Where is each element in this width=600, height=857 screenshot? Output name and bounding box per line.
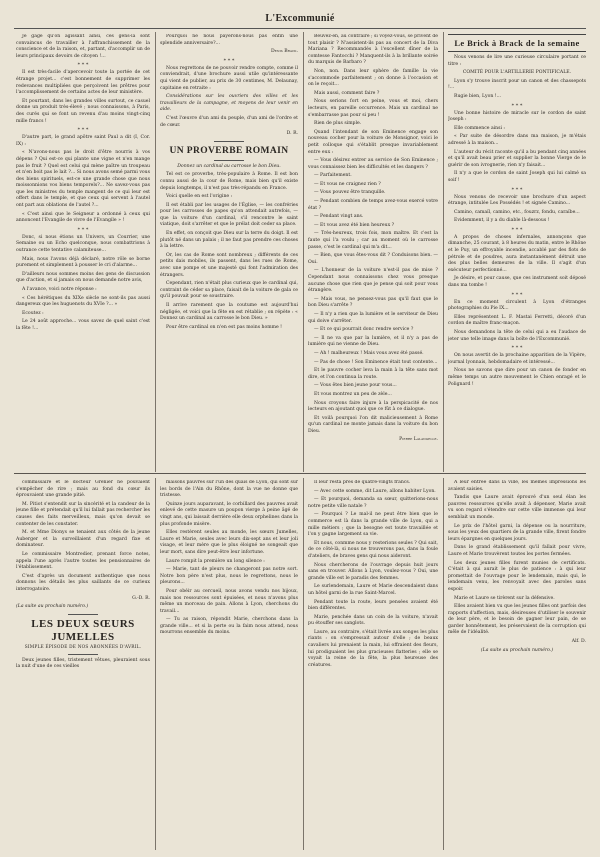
paragraph: — Et pourquoi, demanda sa sœur, quitterions-nous notre petite ville natale ? — [308, 497, 438, 509]
paragraph: Considérations sur les ouvriers des villes et les travailleurs de la campagne, et moyens de leur venir en aide. — [160, 94, 298, 113]
paragraph: Lyon s'y trouve inscrit pour un canon et des chassepots !... — [448, 78, 586, 91]
paragraph: Nous venons de recevoir une brochure d'un aspect étrange, intitulée Les Possédés ! et signée Camino... — [448, 194, 586, 207]
paragraph: A leur entrée dans la ville, les mêmes impressions les avaient saisies. — [448, 480, 586, 492]
paragraph: — Mais vous, ne pensez-vous pas qu'il faut que le bon Dieu s'arrête ? — [308, 296, 438, 309]
paragraph: — Vous pouvez être tranquille. — [314, 190, 386, 196]
paragraph: — Marie, tant de pleurs ne changeront pas notre sort. Notre bon père n'est plus, nous le regrettons, nous le pleurons... — [160, 567, 298, 586]
paragraph: Nous croyons faire injure à la perspicacité de nos lecteurs en ajoutant quoi que ce fût à ce dialogue. — [308, 400, 438, 413]
paragraph: Nous demandons la tête de celui qui a eu l'audace de jeter une telle image dans la boîte de l'Excommunié. — [448, 330, 586, 342]
paragraph: Il est établi par les usages de l'Église, — les confréries pour les carrosses de papes qu'on attendait autrefois, — que la voiture d'un cardinal, s'il rencontre le saint viatique, doit s'arrêter et que le prélat doit ceder sa place. — [160, 202, 298, 228]
paragraph: Pourquoi ne nous payerons-nous pas enfin une splendide anniversaire?... — [160, 34, 298, 46]
separator-asterisk: * * * — [511, 102, 523, 109]
paragraph: — Et ce qui pourrait donc rendre service ? — [314, 327, 414, 333]
column-3 — [308, 34, 438, 470]
paragraph: Marie, penchée dans un coin de la voiture, n'avait pu étouffer ses sanglots. — [308, 614, 438, 627]
paragraph: Je désire, et pour cause, que ces instrument soit déposé dans ma tombe ! — [448, 276, 586, 289]
paragraph: L'auteur du récit raconte qu'il a bu pendant cinq années et qu'il avait beau prier et supplier la bonne Vierge de le guérir de son ivrognerie, rien n'y faisait... — [448, 149, 586, 168]
feuilleton-column-3 — [308, 480, 438, 848]
paragraph: Les deux jeunes filles furent munies de certificats. C'était à qui aurait le plus de patience : à qui leur promettait de l'ouvrage pour le lendemain, mais qui, le lendemain venu, les renvoyait avec des paroles sans espoir. — [448, 560, 586, 592]
column-2 — [160, 34, 298, 470]
column-rule — [443, 478, 444, 850]
paragraph: — Vous êtes bien jeune pour vous... — [314, 383, 397, 389]
separator-asterisk: * * * — [77, 62, 89, 69]
paragraph: Camino, camaïl, camino, etc., fouzrz, fondu, caraïbe... — [454, 209, 580, 215]
paragraph: Deux jeunes filles, tristement vêtues, pleuraient sous la nuit d'une de ces vieilles — [16, 657, 150, 670]
paragraph: Il est très-facile d'apercevoir toute la portée de cet étrange projet... c'est bonnement de supprimer les redevances multipliées que perçoivent les prêtres pour l'accomplissement de certains actes de leur ministère. — [16, 70, 150, 96]
separator-asterisk: * * * — [77, 127, 89, 134]
paragraph: commissaire et le docteur Grenier ne pouvaient s'empêcher de rire ; mais au fond du cœur ils éprouvaient une grande pitié. — [16, 480, 150, 499]
paragraph: — Il ne va que par la lumière, et il n'y a pas de lumière qui ne vienne de Dieu. — [308, 335, 438, 348]
paragraph: — Avec cette somme, dit Laure, allons habiter Lyon. — [314, 488, 436, 494]
signature: Pierre Lalangelle. — [399, 437, 438, 443]
column-rule — [155, 478, 156, 850]
paragraph: Mais aussi, comment faire ? — [314, 90, 380, 96]
paragraph: Tandis que Laure avait éprouvé d'un seul élan les pauvres ressources qu'elle avait à dépenser, Marie avait vu son regard s'étendre sur cette ville immense qui leur semblait un monde. — [448, 495, 586, 520]
feuilleton-rule — [14, 473, 586, 474]
paragraph: Mais, nous l'avons déjà déclaré, notre rôle se borne purement et simplement à pousser le cri d'alarme... — [16, 256, 150, 269]
paragraph: Marie et Laure se tirèrent sur la défensive. — [454, 595, 555, 601]
paragraph: Nous regrettons de ne pouvoir rendre compte, comme il conviendrait, d'une brochure aussi utile qu'intéressante qui vient de publier, au prix de 30 centimes, M. Delaunay, capitaine en retraite : — [160, 65, 298, 91]
paragraph: C'est l'œuvre d'un ami du peuple, d'un ami de l'ordre et de cœur. — [160, 115, 298, 128]
paragraph: Il n'y a que le cordon de saint Joseph qui lui calmé sa soif ! — [448, 171, 586, 183]
paragraph: Je gage qu'on agissant ainsi, ces gens-là sont convaincus de travailler à l'affranchissement de la conscience et de la raison, et, partant, d'accomplir un de leurs principaux devoirs de citoyen !... — [16, 34, 150, 59]
paragraph: Pour obéir au cercueil, nous avons vendu nos bijoux, mais nos ressources sont épuisées, et nous n'avons plus même un morceau de pain. Allons à Lyon, cherchons du travail... — [160, 588, 298, 614]
story-title: LES DEUX SŒURS JUMELLES — [31, 617, 135, 643]
paragraph: Le commissaire Montredier, prenant force notes, appela l'une après l'autre toutes les pensionnaires de l'établissement. — [16, 551, 150, 571]
paragraph: Il arrive rarement que la coutume est aujourd'hui négligée, et voici que la fête en est rétablie ; on répète : « Donnez un cardinal au carrosse le bon Dieu. » — [160, 303, 298, 322]
paragraph: — Et vous avez été bien heureux ? — [314, 222, 395, 228]
paragraph: Quinze jours auparavant, le corbillard des pauvres avait enlevé de cette masure un poupon vierge à peine âgé de vingt ans, qui laissait derrière elle deux orphelines dans la plus profonde misère. — [160, 501, 298, 527]
divider — [68, 614, 98, 615]
paragraph: Il leur resta près de quatre-vingts francs. — [314, 480, 411, 485]
paragraph: — Pourquoi ? Le mal-il ne peut être bien que le commerce est là dans la grande ville de Lyon, qui a mille métiers ; que la besogne est toute travaillée et l'on y gagne largement sa vie. — [308, 512, 438, 538]
divider — [214, 160, 244, 161]
paragraph: Et voilà pourquoi l'on dit malicieusement à Rome qu'un cardinal ne monte jamais dans la voiture du bon Dieu. — [308, 415, 438, 434]
paragraph: Non, non. Dans leur sphère de famille la vie s'accommode parfaitement ; on donne à l'occasion et on le reçoit... — [308, 68, 438, 88]
masthead — [14, 6, 586, 29]
paragraph: C'est d'après un document authentique que nous donnons les détails les plus saillants de ce curieux interrogatoire. — [16, 573, 150, 592]
article-title: UN PROVERBE ROMAIN — [169, 145, 289, 156]
paragraph: — Pendant vingt ans. — [314, 214, 364, 220]
paragraph: Et vous montrez un peu de zèle... — [314, 391, 392, 397]
continuation-note: (La suite au prochain numéro.) — [16, 604, 89, 610]
section-title-box — [448, 34, 586, 52]
paragraph: On nous avertit de la prochaine apparition de la Vipère, journal lyonnais, hebdomadaire et intéressé... — [448, 353, 586, 365]
paragraph: maisons pauvres sur l'un des quais de Lyon, qui sont sur les bords de l'Ain du Rhône, dont la vue ne donne que tristesse. — [160, 480, 298, 499]
column-rule — [303, 478, 304, 850]
paragraph: — Tu as raison, répondit Marie, cherchons dans la grande ville... et si la perte ou la faim nous attend, nous mourrons ensemble du moins. — [160, 617, 298, 636]
separator-asterisk: * * * — [511, 291, 523, 298]
story-subtitle: SIMPLE ÉPISODE DE NOS ABONNÉES D'AVRIL. — [24, 644, 142, 650]
feuilleton-column-4 — [448, 480, 586, 848]
paragraph: Voici quelle en est l'origine : — [166, 194, 233, 200]
paragraph: Et pourtant, dans les grandes villes surtout, ce casuel donne un produit très-élevé ; nous connaissons, à Paris, des curés qui se font un revenu d'au moins vingt-cinq mille francs ! — [16, 98, 150, 124]
divider — [68, 654, 98, 655]
paragraph: Donc, si nous étions un Univers, un Courrier, une Semaine ou un Echo quelconque, nous combattrions à outrance cette tentative calamiteuse... — [16, 234, 150, 254]
paragraph: En ce moment circulent à Lyon d'étranges photographies du Pie IX... — [448, 299, 586, 312]
divider — [214, 141, 244, 142]
paragraph: M. et Mme Dionys se tenaient aux côtés de la jeune Auberger et la surveillaient d'un regard fixe et dominateur. — [16, 530, 150, 549]
continuation-note: (La suite au prochain numéro.) — [480, 647, 554, 653]
separator-asterisk: * * * — [77, 226, 89, 233]
paragraph: Cependant, rien n'était plus curieux que le cardinal qui, contraint de céder sa place, faisait de la voiture de gala ce qu'il pouvait pour se soustraire. — [160, 281, 298, 300]
paragraph: Tel est ce proverbe, très-populaire à Rome. Il est bon connu aussi de la cour de Rome, mais bien qu'il existe depuis longtemps, il n'est pas très-répandu en France. — [160, 172, 298, 191]
section-title: Le Brick à Brack de la semaine — [454, 38, 580, 48]
paragraph: « N'avons-nous pas le droit d'être nourris à vos dépens ? Qui est-ce qui plante une vigne et n'en mange pas le fruit ? Quel est celui qui mène paître un troupeau et n'en boit pas le lait ?... Si nous avons semé parmi vous des biens spirituels, est-ce une grande chose que nous moissonnions vos biens temporels?... Ne savez-vous pas que les ministres du temple mangent de ce qui leur est offert dans le temple, et que ceux qui servent à l'autel ont part aux oblations de l'autel ?... — [16, 150, 150, 209]
paragraph: — Pendant combien de temps avez-vous exercé votre état ? — [308, 199, 438, 211]
paragraph: A l'avance, voici notre réponse : — [22, 287, 97, 292]
separator-asterisk: * * * — [511, 186, 523, 193]
paragraph: Elles avaient bien vu que les jeunes filles ont parfois des rapports d'affection, mais, désireuses d'utiliser le souvenir de leur père, et le besoin de gagner leur pain, de se garder honnêtement, les préservaient de la corruption qui mêle de l'idéalité. — [448, 604, 586, 636]
paragraph: Rugie bien, Lyon !... — [454, 93, 501, 99]
paragraph: Nous ne savons que dire pour un canon de fonder en même temps un autre mouvement le Chien enragé et le Polignard ! — [448, 368, 586, 387]
feuilleton-column-2 — [160, 480, 298, 848]
paragraph: — Et vous ne craignez rien ? — [314, 181, 381, 187]
newspaper-title: L'Excommunié — [265, 13, 335, 24]
paragraph: Une bonne histoire de miracle sur le cordon de saint Joseph : — [448, 110, 586, 123]
signature: G.-D. R. — [132, 595, 150, 601]
separator-asterisk: * * * — [511, 345, 523, 352]
paragraph: — Vous désirez entrer au service de Son Eminence ; vous connaissez bien les difficultés et les dangers ? — [308, 158, 438, 170]
column-4 — [448, 34, 586, 470]
paragraph: Le prix de l'hôtel garni, la dépense ou la nourriture, sous les yeux des quartiers de la grande ville, firent fondre leurs épargnes en quelques jours. — [448, 523, 586, 542]
signature: Denis Brack. — [271, 49, 298, 55]
separator-asterisk: * * * — [511, 226, 523, 233]
paragraph: — Ah ! malheureux ! Mais vous avez été passé. — [314, 350, 424, 356]
separator-asterisk: * * * — [223, 57, 235, 64]
paragraph: Dans le grand établissement qu'il fallait pour vivre, Laure et Marie trouvèrent toutes les portes fermées. — [448, 545, 586, 557]
paragraph: Laure, au contraire, s'était livrée aux songes les plus riants : on s'empressait autour d'elle ; de beaux cavaliers lui prenaient la main, lui offraient des fleurs, lui prodiguaient les plus gracieuses flatteries ; elle se voyait la reine de la fête, la plus heureuse des créatures. — [308, 629, 438, 668]
paragraph: « C'est ainsi que le Seigneur a ordonné à ceux qui annoncent l'Evangile de vivre de l'Evangile » ! — [16, 211, 150, 224]
paragraph: M. Pitiot s'entendit sur la sincérité et la candeur de la jeune fille et prétendait qu'il lui fallait pas rechercher les causes des faits merveilleux, mais qu'on devait se contenter de les constater. — [16, 501, 150, 527]
signature: Alf. D. — [571, 639, 586, 645]
paragraph: — Pas de chose ! Son Eminence était tout contente... — [314, 359, 438, 365]
paragraph: Et le pauvre cocher leva la main à la tête sans mot dire, et l'on continua la route. — [308, 368, 438, 380]
column-1 — [16, 34, 150, 470]
feuilleton-column-1 — [16, 480, 150, 848]
column-rule — [443, 32, 444, 472]
paragraph: Nous chercherons de l'ouvrage depuis huit jours sans en trouver. Allons à Lyon, voulez-vous ? Oui, une grande ville est le paradis des femmes. — [308, 562, 438, 581]
paragraph: D'ailleurs nous sommes moins des gens de discussion que d'action, et si jamais on nous demande notre avis, — [16, 271, 150, 284]
paragraph: Pendant toute la route, leurs pensées avaient été bien différentes. — [308, 599, 438, 612]
paragraph: Elles représentent L. F. Mastai Ferretti, décoré d'un cordon de maître franc-maçon. — [448, 314, 586, 327]
paragraph: COMITÉ POUR L'ARTILLERIE PONTIFICALE. — [462, 70, 572, 76]
paragraph: Evidemment, il y a du diable là-dessous ! — [454, 218, 550, 224]
paragraph: D'autre part, le grand apôtre saint Paul a dit (I, Cor. IX) : — [16, 135, 150, 147]
signature: D. R. — [286, 131, 298, 137]
paragraph: Elles restèrent seules au monde, les sœurs Jumelles, Laure et Marie, seules avec leurs dix-sept ans et leur joli visage, et leur mère que le plus éloigné ne songeait que leur mort, sans dire peut-être leur infortune. — [160, 530, 298, 555]
column-rule — [155, 32, 156, 472]
paragraph: Or, les cas de Rome sont nombreux ; différents de ces petits dais mobiles, ils passent, dans les rues de Rome, avec une pompe et une majesté qui font l'admiration des étrangers. — [160, 252, 298, 278]
paragraph: Et nous, conmme nous y resterions seules ? Qui sait, de ce côté-là, si nous ne trouverons pas, dans la foule d'ateliers, de braves gens qui nous aideront. — [308, 540, 438, 559]
paragraph: « Ces hérétiques du XIXe siècle ne sont-ils pas aussi dangereux que les huguenots du XVIe ?... » — [16, 295, 150, 308]
paragraph: Beuvez-en, au contraire ; si voyez-vous, se privent de tout plaisir ? N'assistent-ils pas au concert de la Diva Mariana ? Recommandés à l'excellent dîner de la comtesse Fantocchi ? Manquent-ils à la brillante soirée du marquis de Barbaro ? — [308, 34, 438, 66]
paragraph: Rien de plus simple. — [314, 121, 362, 127]
paragraph: — Bien, que vous êtes-vous dit ? Conduisons bien. — Oui. — [308, 253, 438, 265]
paragraph: Pour être cardinal on n'en est pas moins homme ! — [166, 324, 283, 330]
paragraph: Elle commence ainsi : — [454, 125, 505, 131]
paragraph: — L'honneur de la voiture n'est-il pas de mise ? Cependant nous connaissons chez vous presque aucune chose que rien que je pense qui soit pour vous étrangère. — [308, 268, 438, 294]
paragraph: « Par suite de désordre dans ma maison, je m'étais adressé à la maison... — [448, 134, 586, 146]
paragraph: A propos de choses infernales, annonçons que dimanche, 25 courant, à 8 heures du matin, entre le Rhône et le Puy, un effroyable incendie, accablé par des flots de pétrole et de poudres, aura instantanément détruit une des plus belles demeures de la ville. Il s'agit d'un exécuteur perfectionné... — [448, 234, 586, 273]
epigraph: Donnez un cardinal au carrosse le bon Dieu. — [177, 163, 281, 169]
paragraph: Ecoutez : — [22, 310, 44, 316]
paragraph: — Parfaitement. — [314, 173, 352, 179]
paragraph: Nous venons de lire une curieuse circulaire portant ce titre : — [448, 55, 586, 67]
paragraph: — Il n'y a rien que la lumière et le serviteur de Dieu qui doive s'arrêter. — [308, 311, 438, 324]
paragraph: Le 24 août approche... vous savez de quel saint c'est la fête !... — [16, 319, 150, 331]
paragraph: En effet, on conçoit que Dieu sur la terre du doigt. Il est plutôt né dans un palais ; il ne faut pas prendre ces choses à la lettre. — [160, 231, 298, 250]
paragraph: — Très-heureux, trois fois, mon maître. Et c'est la faute qui l'a voulu ; car au moment où le carrosse passe, c'est le cardinal qui m'a dit... — [308, 231, 438, 250]
paragraph: Laure rompit la première un long silence : — [166, 558, 265, 564]
paragraph: Le surlendemain, Laure et Marie descendaient dans un hôtel garni de la rue Saint-Marcel. — [308, 584, 438, 596]
paragraph: Nous serions fort en peine, vous et moi, chers lecteurs, en pareille occurrence. Mais un cardinal ne s'embarrasse pas pour si peu ! — [308, 99, 438, 118]
paragraph: Quand l'intendant de son Eminence engage son nouveau cocher pour la voiture de Monsignor, voici le petit colloque qui s'établit presque invariablement entre eux : — [308, 129, 438, 155]
column-rule — [303, 32, 304, 472]
